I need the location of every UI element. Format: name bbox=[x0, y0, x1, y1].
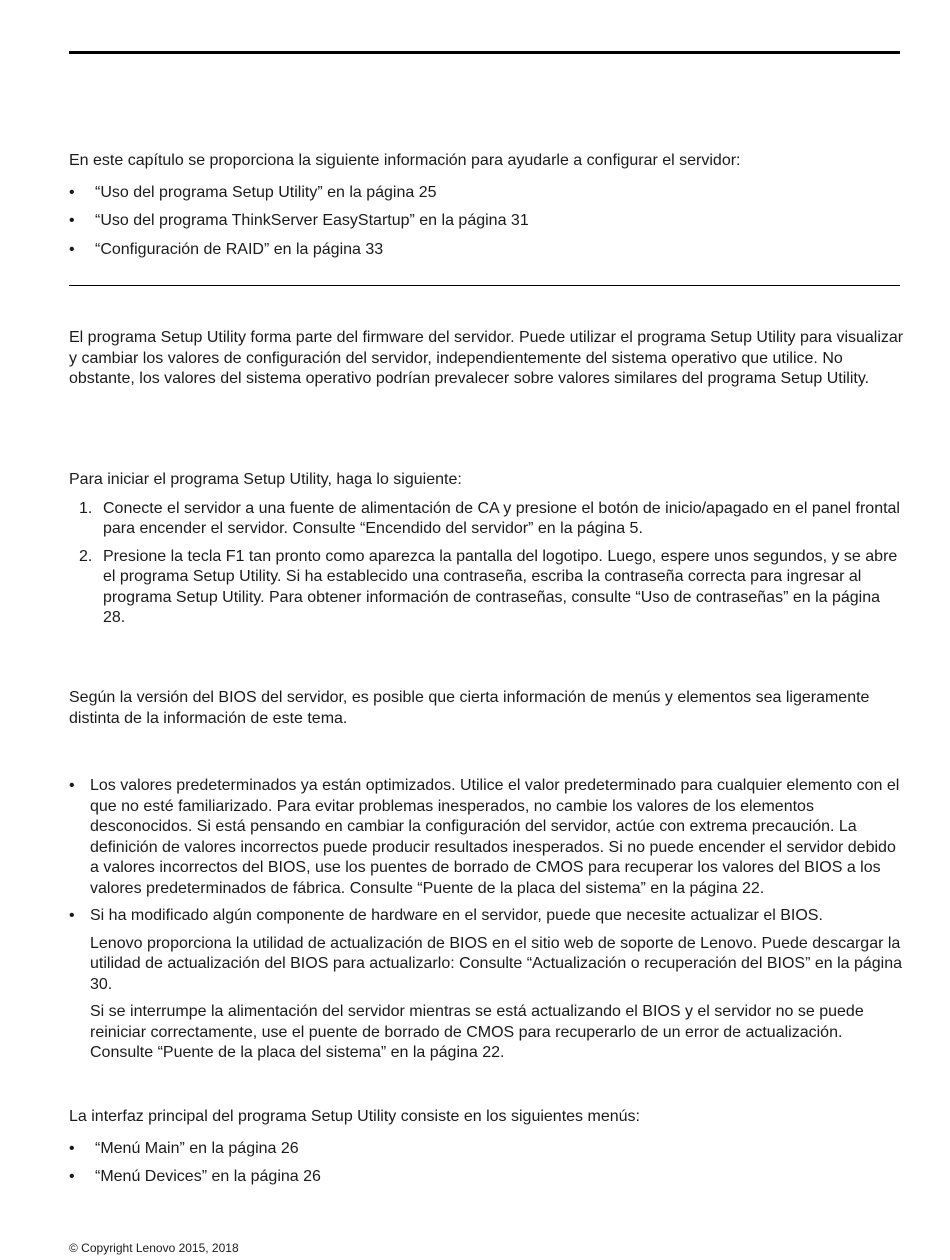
link-menu-devices[interactable]: “Menú Devices” en la página 26 bbox=[95, 1168, 321, 1185]
note-text: Si ha modificado algún componente de hardware en el servidor, puede que necesite actualizar el BIOS. bbox=[90, 907, 823, 924]
step-number: 2. bbox=[79, 547, 93, 565]
interface-section bbox=[69, 1107, 904, 1188]
step-item bbox=[69, 499, 904, 540]
step-item bbox=[69, 547, 904, 629]
setup-paragraph: El programa Setup Utility forma parte del firmware del servidor. Puede utilizar el programa Setup Utility para visualizar y cambiar los valores de configuración del servidor, independientemente del sistema operativo que utilice. No obstante, los valores del sistema operativo podrían prevalecer sobre valores similares del programa Setup Utility. bbox=[69, 329, 904, 387]
link-menu-main[interactable]: “Menú Main” en la página 26 bbox=[95, 1139, 299, 1157]
list-item[interactable] bbox=[69, 211, 904, 232]
start-lead: Para iniciar el programa Setup Utility, haga lo siguiente: bbox=[69, 471, 462, 488]
start-section bbox=[69, 470, 904, 629]
list-item[interactable] bbox=[69, 1139, 904, 1160]
notes-section bbox=[69, 776, 904, 1064]
note-text: Los valores predeterminados ya están optimizados. Utilice el valor predeterminado para cualquier elemento con el que no esté familiarizado. Para evitar problemas inesperados, no cambie los valores de los elementos desconocidos. Si está pensando en cambiar la configuración del servidor, actúe con extrema precaución. La definición de valores incorrectos puede producir resultados inesperados. Si no puede encender el servidor debido a valores incorrectos del BIOS, use los puentes de borrado de CMOS para recuperar los valores del BIOS a los valores predeterminados de fábrica. Consulte “Puente de la placa del sistema” en la página 22. bbox=[90, 777, 900, 897]
bullet: • bbox=[69, 183, 75, 201]
step-text: Conecte el servidor a una fuente de alimentación de CA y presione el botón de inicio/apagado en el panel frontal para encender el servidor. Consulte “Encendido del servidor” en la página 5. bbox=[103, 499, 900, 537]
bullet: • bbox=[69, 777, 75, 794]
intro-section bbox=[69, 151, 904, 260]
step-text: Presione la tecla F1 tan pronto como aparezca la pantalla del logotipo. Luego, espere unos segundos, y se abre el programa Setup Utility. Si ha establecido una contraseña, escriba la contraseña correcta para ingresar al programa Setup Utility. Para obtener información de contraseñas, consulte “Uso de contraseñas” en la página 28. bbox=[103, 547, 898, 626]
list-item[interactable] bbox=[69, 1167, 904, 1188]
top-rule bbox=[69, 51, 900, 54]
note-item bbox=[69, 906, 904, 927]
interface-lead: La interfaz principal del programa Setup Utility consiste en los siguientes menús: bbox=[69, 1108, 640, 1125]
menus-note-block bbox=[69, 688, 904, 729]
link-easystartup[interactable]: “Uso del programa ThinkServer EasyStartup” en la página 31 bbox=[95, 212, 529, 229]
setup-paragraph-block bbox=[69, 328, 904, 390]
bullet: • bbox=[69, 1139, 75, 1157]
note-subparagraph: Si se interrumpe la alimentación del servidor mientras se está actualizando el BIOS y el servidor no se puede reiniciar correctamente, use el puente de borrado de CMOS para recuperarlo de un error de actualización. Consulte “Puente de la placa del sistema” en la página 22. bbox=[90, 1003, 864, 1061]
link-raid[interactable]: “Configuración de RAID” en la página 33 bbox=[95, 240, 384, 258]
bullet: • bbox=[69, 1168, 75, 1185]
list-item[interactable] bbox=[69, 240, 904, 261]
bullet: • bbox=[69, 907, 75, 924]
menus-note: Según la versión del BIOS del servidor, es posible que cierta información de menús y elementos sea ligeramente distinta de la información de este tema. bbox=[69, 689, 870, 727]
bullet: • bbox=[69, 212, 75, 229]
link-setup-utility[interactable]: “Uso del programa Setup Utility” en la página 25 bbox=[95, 183, 437, 201]
note-subparagraph: Lenovo proporciona la utilidad de actualización de BIOS en el sitio web de soporte de Lenovo. Puede descargar la utilidad de actualización del BIOS para actualizarlo: Consulte “Actualización o recuperación del BIOS” en la página 30. bbox=[90, 934, 903, 993]
note-item bbox=[69, 776, 904, 899]
copyright-footer: © Copyright Lenovo 2015, 2018 bbox=[69, 1241, 239, 1255]
list-item[interactable] bbox=[69, 183, 904, 204]
intro-text: En este capítulo se proporciona la siguiente información para ayudarle a configurar el servidor: bbox=[69, 152, 741, 169]
section-rule bbox=[69, 285, 900, 286]
bullet: • bbox=[69, 240, 75, 258]
step-number: 1. bbox=[79, 499, 93, 517]
